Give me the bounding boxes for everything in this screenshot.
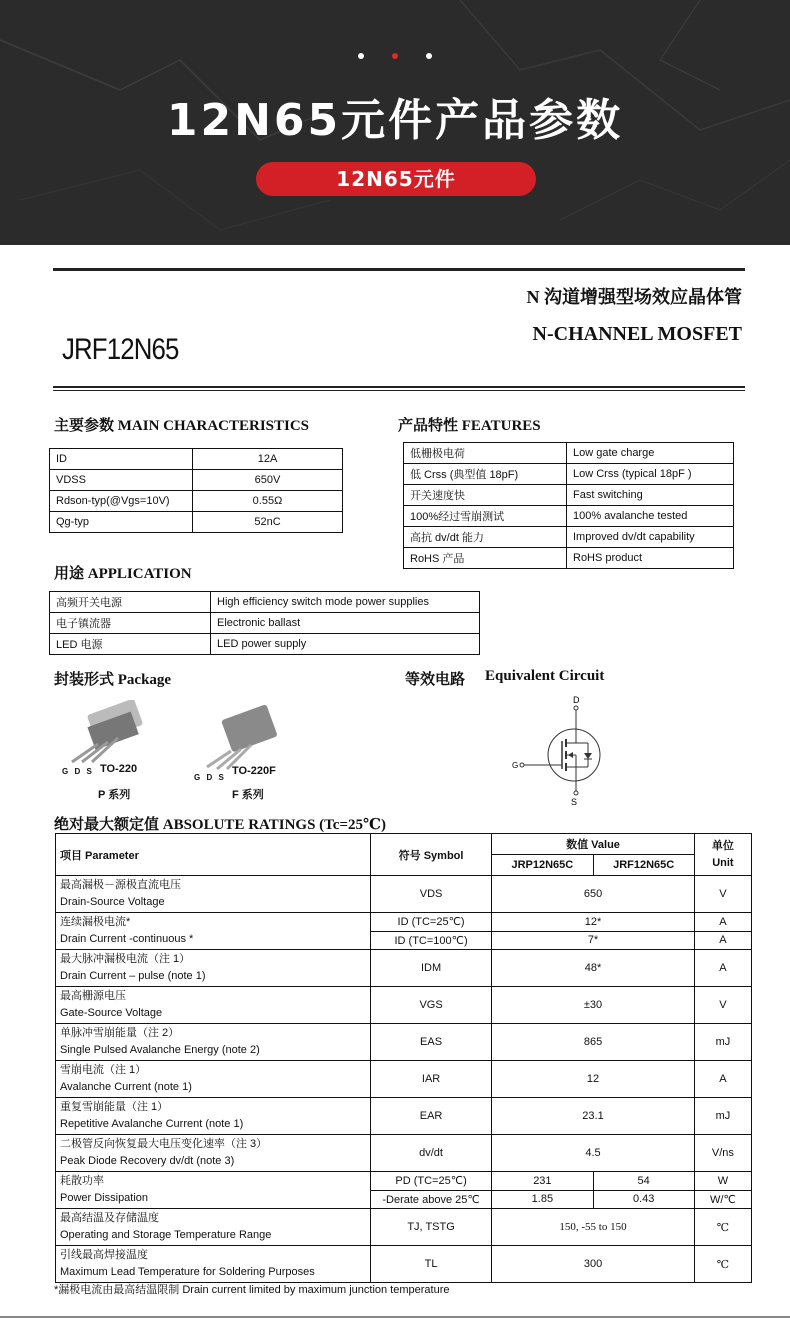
feature-cn: RoHS 产品 — [404, 548, 567, 569]
param: 最高结温及存储温度 Operating and Storage Temperature Range — [56, 1209, 371, 1246]
symbol: EAR — [370, 1098, 491, 1135]
features-table — [403, 442, 734, 569]
value: 12 — [492, 1061, 695, 1098]
feature-cn: 开关速度快 — [404, 485, 567, 506]
decor-dots — [0, 46, 790, 64]
pin-d-label: D — [573, 695, 580, 705]
unit: V/ns — [694, 1135, 751, 1172]
unit: ℃ — [694, 1246, 751, 1283]
col-parameter: 项目 Parameter — [56, 834, 371, 876]
table-row — [56, 913, 752, 932]
table-row — [56, 1209, 752, 1246]
param: 连续漏极电流* Drain Current -continuous * — [56, 913, 371, 950]
app-cn: 电子镇流器 — [50, 613, 211, 634]
table-row — [50, 470, 343, 491]
application-heading: 用途 APPLICATION — [54, 566, 192, 582]
app-en: High efficiency switch mode power supplies — [211, 592, 480, 613]
feature-en: RoHS product — [567, 548, 734, 569]
param: 最高漏极－源极直流电压 Drain-Source Voltage — [56, 876, 371, 913]
pkg1-series: P 系列 — [98, 789, 131, 801]
col-value: 数值 Value — [492, 834, 695, 855]
banner-title: 12N65元件产品参数 — [166, 95, 624, 146]
param: 重复雪崩能量（注 1） Repetitive Avalanche Current (note 1) — [56, 1098, 371, 1135]
symbol: EAS — [370, 1024, 491, 1061]
pkg2-pins: G D S — [194, 773, 226, 782]
unit: mJ — [694, 1024, 751, 1061]
value: 52nC — [193, 512, 343, 533]
to220-package-image — [60, 700, 170, 770]
value: 650 — [492, 876, 695, 913]
title-en: N-CHANNEL MOSFET — [532, 323, 742, 345]
pin-g-label: G — [512, 761, 519, 770]
double-rule-1 — [53, 386, 745, 388]
col-unit: 单位 Unit — [694, 834, 751, 876]
feature-cn: 高抗 dv/dt 能力 — [404, 527, 567, 548]
feature-cn: 低 Crss (典型值 18pF) — [404, 464, 567, 485]
unit: A — [694, 931, 751, 950]
symbol: VGS — [370, 987, 491, 1024]
app-en: LED power supply — [211, 634, 480, 655]
table-row — [56, 950, 752, 987]
features-heading: 产品特性 FEATURES — [398, 418, 541, 434]
feature-en: Fast switching — [567, 485, 734, 506]
unit: W/℃ — [694, 1190, 751, 1209]
unit: W — [694, 1172, 751, 1191]
table-row — [404, 506, 734, 527]
top-rule — [53, 268, 745, 271]
value: 150, -55 to 150 — [492, 1209, 695, 1246]
unit: A — [694, 950, 751, 987]
param: Rdson-typ(@Vgs=10V) — [50, 491, 193, 512]
table-row — [56, 1135, 752, 1172]
table-row — [404, 443, 734, 464]
table-row — [50, 634, 480, 655]
table-row — [404, 485, 734, 506]
pin-s-label: S — [571, 797, 578, 807]
table-row — [56, 1098, 752, 1135]
param: 雪崩电流（注 1） Avalanche Current (note 1) — [56, 1061, 371, 1098]
value: 865 — [492, 1024, 695, 1061]
main-characteristics-heading: 主要参数 MAIN CHARACTERISTICS — [54, 418, 310, 434]
unit: mJ — [694, 1098, 751, 1135]
value: 300 — [492, 1246, 695, 1283]
symbol: VDS — [370, 876, 491, 913]
table-row — [50, 491, 343, 512]
value: 48* — [492, 950, 695, 987]
symbol: TJ, TSTG — [370, 1209, 491, 1246]
value: 12A — [193, 449, 343, 470]
symbol: IDM — [370, 950, 491, 987]
value: 12* — [492, 913, 695, 932]
table-row — [404, 527, 734, 548]
param: 最高栅源电压 Gate-Source Voltage — [56, 987, 371, 1024]
table-row — [50, 592, 480, 613]
unit: V — [694, 876, 751, 913]
value: 1.85 — [492, 1190, 593, 1209]
package-heading: 封装形式 Package — [54, 672, 172, 688]
feature-en: 100% avalanche tested — [567, 506, 734, 527]
unit: ℃ — [694, 1209, 751, 1246]
table-row — [404, 464, 734, 485]
feature-en: Low Crss (typical 18pF ) — [567, 464, 734, 485]
pkg2-name: TO-220F — [232, 765, 276, 777]
param: 单脉冲雪崩能量（注 2） Single Pulsed Avalanche Energy (note 2) — [56, 1024, 371, 1061]
footnote: *漏极电流由最高结温限制 Drain current limited by maximum junction temperature — [54, 1284, 450, 1296]
symbol: TL — [370, 1246, 491, 1283]
table-row — [50, 512, 343, 533]
feature-cn: 低栅极电荷 — [404, 443, 567, 464]
unit: A — [694, 1061, 751, 1098]
value: 54 — [593, 1172, 694, 1191]
col-model-1: JRP12N65C — [492, 855, 593, 876]
symbol: ID (TC=100℃) — [370, 931, 491, 950]
param: ID — [50, 449, 193, 470]
app-cn: 高频开关电源 — [50, 592, 211, 613]
table-row — [50, 613, 480, 634]
part-number: JRF12N65 — [62, 333, 179, 366]
pkg1-pins: G D S — [62, 767, 94, 776]
feature-en: Improved dv/dt capability — [567, 527, 734, 548]
app-cn: LED 电源 — [50, 634, 211, 655]
table-row — [56, 1024, 752, 1061]
symbol: -Derate above 25℃ — [370, 1190, 491, 1209]
double-rule-2 — [53, 390, 745, 391]
main-characteristics-table — [49, 448, 343, 533]
unit: V — [694, 987, 751, 1024]
col-symbol: 符号 Symbol — [370, 834, 491, 876]
symbol: IAR — [370, 1061, 491, 1098]
value: 650V — [193, 470, 343, 491]
symbol: PD (TC=25℃) — [370, 1172, 491, 1191]
value: 231 — [492, 1172, 593, 1191]
feature-en: Low gate charge — [567, 443, 734, 464]
bottom-divider — [0, 1316, 790, 1318]
table-row — [404, 548, 734, 569]
param: 二极管反向恢复最大电压变化速率（注 3） Peak Diode Recovery dv/dt (note 3) — [56, 1135, 371, 1172]
table-row — [56, 1172, 752, 1191]
table-row — [56, 1246, 752, 1283]
value: 23.1 — [492, 1098, 695, 1135]
param: 引线最高焊接温度 Maximum Lead Temperature for Soldering Purposes — [56, 1246, 371, 1283]
circuit-heading-cn: 等效电路 — [405, 672, 466, 688]
value: 0.43 — [593, 1190, 694, 1209]
header-banner — [0, 0, 790, 245]
param: Qg-typ — [50, 512, 193, 533]
value: 0.55Ω — [193, 491, 343, 512]
application-table — [49, 591, 480, 655]
banner-pill: 12N65元件 — [256, 162, 536, 196]
table-row — [50, 449, 343, 470]
param: VDSS — [50, 470, 193, 491]
value: ±30 — [492, 987, 695, 1024]
symbol: dv/dt — [370, 1135, 491, 1172]
pkg2-series: F 系列 — [232, 789, 264, 801]
param: 最大脉冲漏极电流（注 1） Drain Current – pulse (note 1) — [56, 950, 371, 987]
param: 耗散功率 Power Dissipation — [56, 1172, 371, 1209]
table-row — [56, 1061, 752, 1098]
title-cn: N 沟道增强型场效应晶体管 — [526, 287, 742, 307]
pkg1-name: TO-220 — [100, 763, 138, 775]
app-en: Electronic ballast — [211, 613, 480, 634]
circuit-heading-en: Equivalent Circuit — [485, 668, 605, 684]
col-model-2: JRF12N65C — [593, 855, 694, 876]
mosfet-symbol — [510, 693, 620, 808]
feature-cn: 100%经过雪崩测试 — [404, 506, 567, 527]
table-row — [56, 987, 752, 1024]
absolute-ratings-heading: 绝对最大额定值 ABSOLUTE RATINGS (Tc=25℃) — [54, 817, 386, 833]
absolute-ratings-table — [55, 833, 752, 1283]
value: 4.5 — [492, 1135, 695, 1172]
value: 7* — [492, 931, 695, 950]
table-row — [56, 876, 752, 913]
symbol: ID (TC=25℃) — [370, 913, 491, 932]
unit: A — [694, 913, 751, 932]
table-header-row — [56, 834, 752, 855]
